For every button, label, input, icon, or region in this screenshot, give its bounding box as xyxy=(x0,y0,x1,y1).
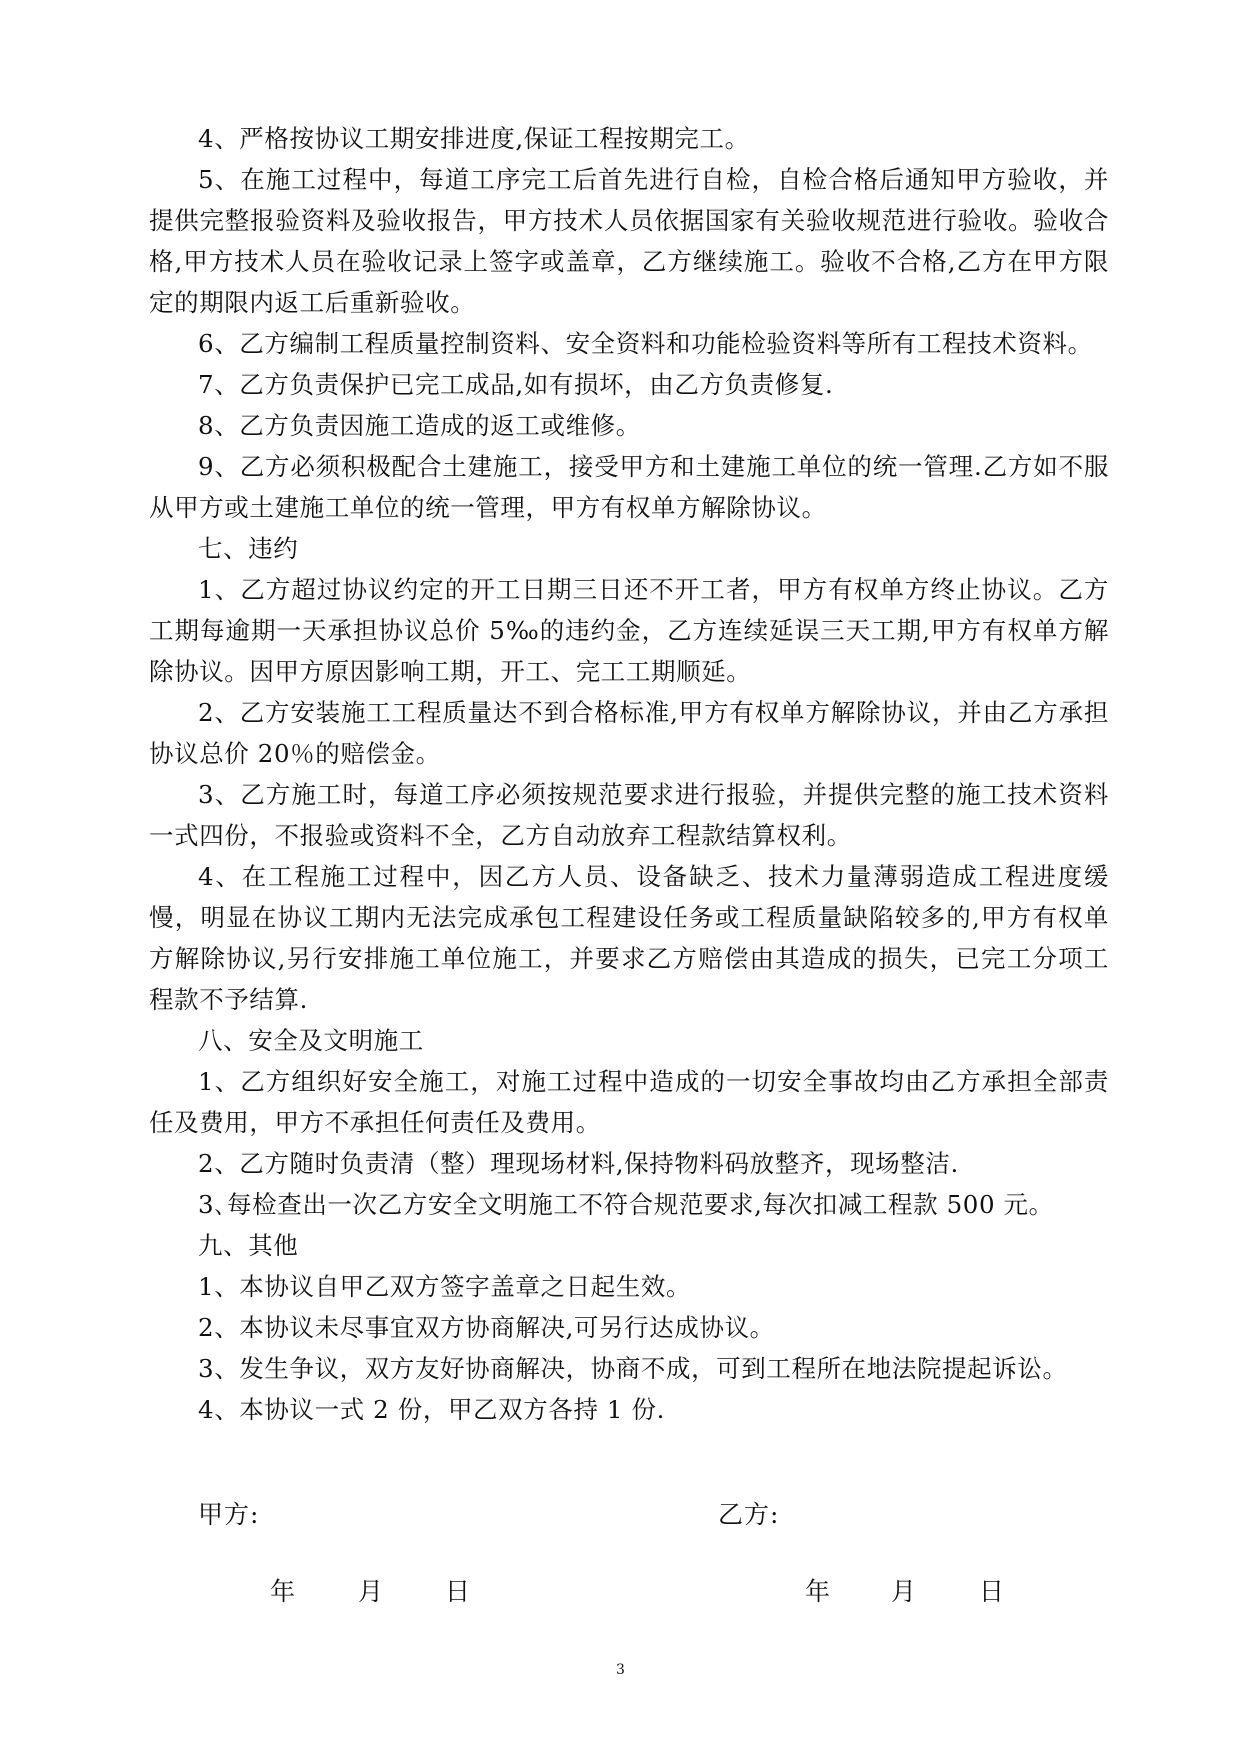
party-a-month: 月 xyxy=(358,1577,384,1606)
clause-9-2: 2、本协议未尽事宜双方协商解决,可另行达成协议。 xyxy=(198,1313,775,1342)
party-b-day: 日 xyxy=(979,1577,1005,1606)
clause-9-3: 3、发生争议，双方友好协商解决，协商不成，可到工程所在地法院提起诉讼。 xyxy=(198,1354,1068,1383)
party-a-label: 甲方: xyxy=(198,1500,260,1529)
section-heading-safety: 八、安全及文明施工 xyxy=(198,1026,424,1055)
clause-6-6: 6、乙方编制工程质量控制资料、安全资料和功能检验资料等所有工程技术资料。 xyxy=(198,329,1093,358)
section-heading-breach: 七、违约 xyxy=(198,534,299,563)
party-b-year: 年 xyxy=(805,1577,831,1606)
party-b-month: 月 xyxy=(891,1577,917,1606)
clause-7-4: 4、在工程施工过程中，因乙方人员、设备缺乏、技术力量薄弱造成工程进度缓慢，明显在协议工期内无法完成承包工程建设任务或工程质量缺陷较多的,甲方有权单方解除协议,另行安排施工单位施工，并要求乙方赔偿由其造成的损失，已完工分项工程款不予结算. xyxy=(149,862,1109,1014)
clause-6-9: 9、乙方必须积极配合土建施工，接受甲方和土建施工单位的统一管理.乙方如不服从甲方或土建施工单位的统一管理，甲方有权单方解除协议。 xyxy=(149,452,1109,522)
party-a-day: 日 xyxy=(445,1577,471,1606)
clause-6-4: 4、严格按协议工期安排进度,保证工程按期完工。 xyxy=(198,124,750,153)
clause-7-3: 3、乙方施工时，每道工序必须按规范要求进行报验，并提供完整的施工技术资料一式四份，不报验或资料不全，乙方自动放弃工程款结算权利。 xyxy=(149,780,1109,850)
clause-8-1: 1、乙方组织好安全施工，对施工过程中造成的一切安全事故均由乙方承担全部责任及费用，甲方不承担任何责任及费用。 xyxy=(149,1067,1109,1137)
clause-6-8: 8、乙方负责因施工造成的返工或维修。 xyxy=(198,411,641,440)
clause-8-3: 3､每检查出一次乙方安全文明施工不符合规范要求,每次扣减工程款 500 元。 xyxy=(198,1190,1054,1219)
party-a-year: 年 xyxy=(270,1577,296,1606)
clause-6-5: 5、在施工过程中，每道工序完工后首先进行自检，自检合格后通知甲方验收，并提供完整报验资料及验收报告，甲方技术人员依据国家有关验收规范进行验收。验收合格,甲方技术人员在验收记录上签字或盖章，乙方继续施工。验收不合格,乙方在甲方限定的期限内返工后重新验收。 xyxy=(149,165,1109,317)
clause-9-1: 1、本协议自甲乙双方签字盖章之日起生效。 xyxy=(198,1272,692,1301)
party-b-label: 乙方: xyxy=(718,1500,780,1529)
clause-7-1: 1、乙方超过协议约定的开工日期三日还不开工者，甲方有权单方终止协议。乙方工期每逾期一天承担协议总价 5‰的违约金，乙方连续延误三天工期,甲方有权单方解除协议。因甲方原因影响工期，开工、完工工期顺延。 xyxy=(149,575,1109,686)
contract-body xyxy=(149,118,1109,1430)
clause-8-2: 2、乙方随时负责清（整）理现场材料,保持物料码放整齐，现场整洁. xyxy=(198,1149,959,1178)
page-number: 3 xyxy=(616,1662,625,1678)
clause-7-2: 2、乙方安装施工工程质量达不到合格标准,甲方有权单方解除协议，并由乙方承担协议总价 20％的赔偿金。 xyxy=(149,698,1109,768)
section-heading-other: 九、其他 xyxy=(198,1231,299,1260)
clause-9-4: 4、本协议一式 2 份，甲乙双方各持 1 份. xyxy=(198,1395,666,1424)
clause-6-7: 7、乙方负责保护已完工成品,如有损坏，由乙方负责修复. xyxy=(198,370,834,399)
